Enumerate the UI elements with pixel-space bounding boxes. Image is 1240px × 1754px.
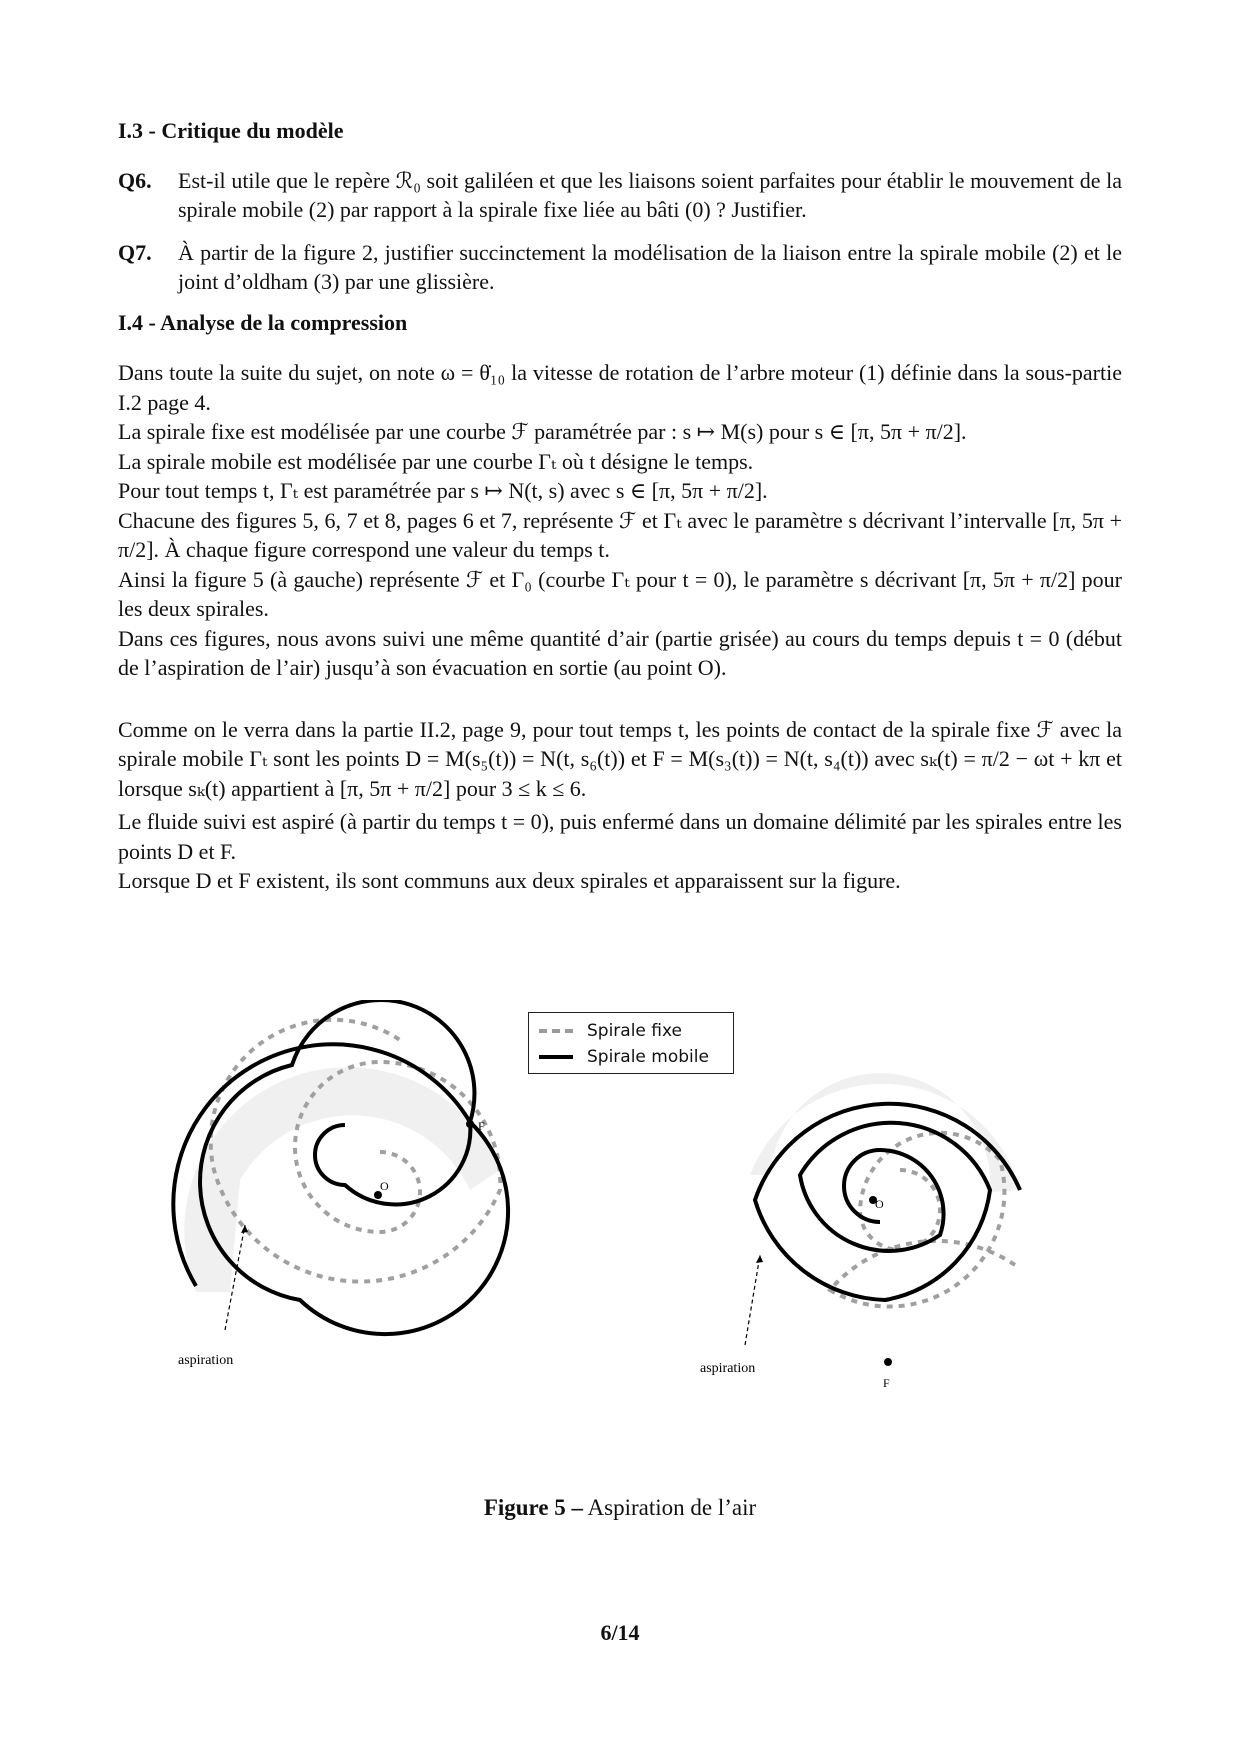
point-F [884, 1358, 892, 1366]
legend-label: Spirale mobile [587, 1047, 709, 1067]
page-content [118, 118, 1122, 896]
paragraph: La spirale mobile est modélisée par une courbe Γₜ où t désigne le temps. [118, 448, 754, 474]
question-q7 [118, 238, 1122, 296]
label-aspiration: aspiration [700, 1361, 756, 1376]
question-text: À partir de la figure 2, justifier succinctement la modélisation de la liaison entre la spirale mobile (2) et le joint d’oldham (3) par une glissière. [178, 240, 1122, 294]
paragraph: Lorsque D et F existent, ils sont communs aux deux spirales et apparaissent sur la figure. [118, 868, 901, 893]
section-title-i4: I.4 - Analyse de la compression [118, 310, 408, 335]
paragraph: Dans ces figures, nous avons suivi une même quantité d’air (partie grisée) au cours du temps depuis t = 0 (début de l’aspiration de l’air) jusqu’à son évacuation en sortie (au point O). [118, 625, 1122, 680]
aspiration-arrow [745, 1255, 760, 1345]
paragraph: La spirale fixe est modélisée par une courbe ℱ paramétrée par : s ↦ M(s) pour s ∈ [π, 5π + π/2]. [118, 419, 967, 444]
question-text: Est-il utile que le repère ℛ₀ soit galiléen et que les liaisons soient parfaites pour établir le mouvement de la spirale mobile (2) par rapport à la spirale fixe liée au bâti (0) ? Justifier. [178, 168, 1122, 222]
legend-label: Spirale fixe [587, 1021, 683, 1041]
label-O: O [380, 1179, 389, 1193]
caption-text: Aspiration de l’air [587, 1495, 757, 1520]
right-spiral-diagram [700, 1073, 1020, 1390]
page-number: 6/14 [600, 1620, 640, 1645]
question-number: Q7. [118, 240, 152, 265]
paragraph: Chacune des figures 5, 6, 7 et 8, pages 6 et 7, représente ℱ et Γₜ avec le paramètre s décrivant l’intervalle [π, 5π + π/2]. À chaque figure correspond une valeur du temps t. [118, 507, 1122, 562]
figure-caption [0, 1495, 1240, 1521]
paragraph: Le fluide suivi est aspiré (à partir du temps t = 0), puis enfermé dans un domaine délimité par les spirales entre les points D et F. [118, 809, 1122, 864]
paragraph: Pour tout temps t, Γₜ est paramétrée par s ↦ N(t, s) avec s ∈ [π, 5π + π/2]. [118, 478, 768, 503]
air-region [750, 1073, 1020, 1192]
label-aspiration: aspiration [178, 1353, 234, 1368]
label-F: F [883, 1376, 890, 1390]
point-F [466, 1120, 474, 1128]
question-q6 [118, 166, 1122, 224]
question-number: Q6. [118, 168, 152, 193]
label-F: F [478, 1119, 485, 1133]
label-O: O [875, 1197, 884, 1211]
section-title-i3: I.3 - Critique du modèle [118, 118, 344, 143]
paragraph: Ainsi la figure 5 (à gauche) représente ℱ et Γ₀ (courbe Γₜ pour t = 0), le paramètre s décrivant [π, 5π + π/2] pour les deux spirales. [118, 566, 1122, 621]
figure-5-spirals [0, 1000, 1240, 1480]
caption-label: Figure 5 – [483, 1495, 584, 1520]
paragraph: Dans toute la suite du sujet, on note ω = θ̇₁₀ la vitesse de rotation de l’arbre moteur (1) définie dans la sous-partie I.2 page 4. [118, 360, 1122, 415]
paragraph: Comme on le verra dans la partie II.2, page 9, pour tout temps t, les points de contact de la spirale fixe ℱ avec la spirale mobile Γₜ sont les points D = M(s₅(t)) = N(t, s₆(t)) et F = M(s₃(t)) = N(t, s₄(t)) avec sₖ(t) = π/2 − ωt + kπ et lorsque sₖ(t) appartient à [π, 5π + π/2] pour 3 ≤ k ≤ 6. [118, 716, 1122, 801]
left-spiral-diagram [173, 1000, 508, 1368]
